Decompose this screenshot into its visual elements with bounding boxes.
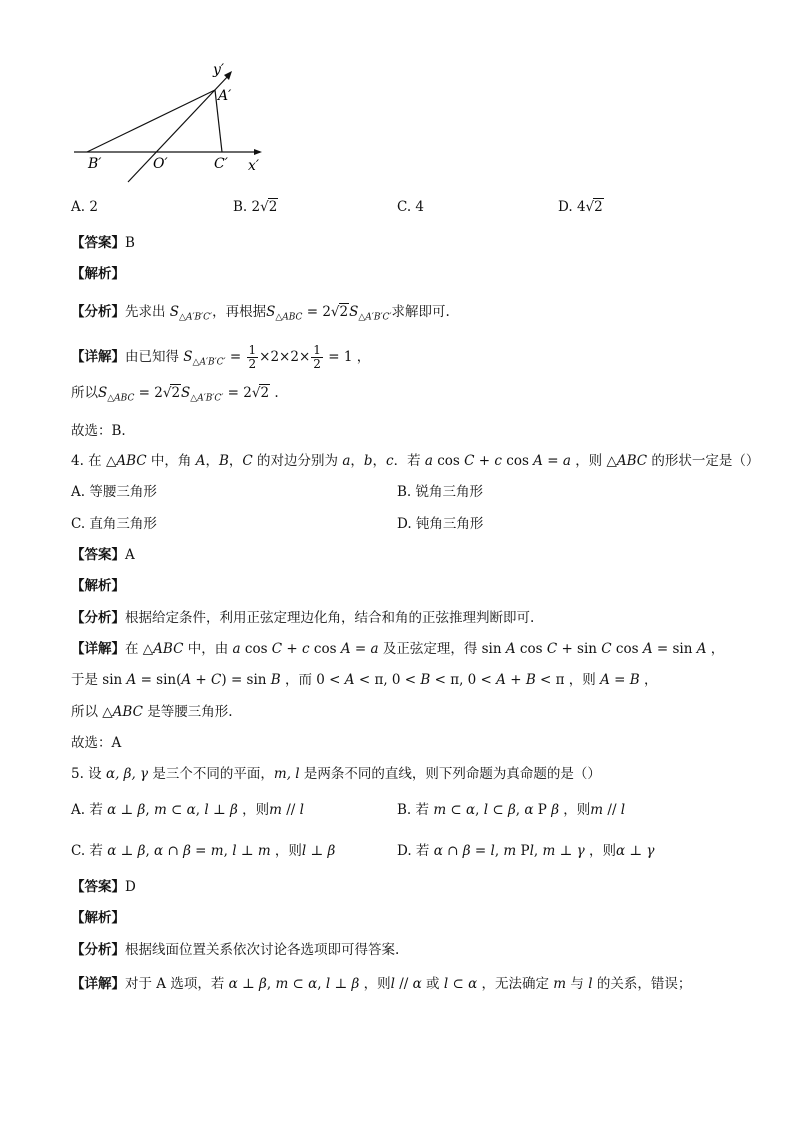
q3-option-c: C. 4 [397,199,425,215]
q3-fenxi: 【分析】先求出 $S_{\triangle A'B'C'}$，再根据$S_{\triangle ABC} = 2√2S_{\triangle A'B'C'}$求解即可. [71,304,450,323]
q4-fenxi: 【分析】根据给定条件，利用正弦定理边化角，结合和角的正弦推理判断即可. [71,610,535,626]
q4-option-a: A. 等腰三角形 [71,484,157,500]
label-o: O′ [153,156,168,172]
q3-option-b: B. 2√2 [233,199,278,215]
segment-ba [87,90,215,152]
q4-xiangjie: 【详解】在 △ABC 中，由 a cos C + c cos A = a 及正弦定理，得 sin A cos C + sin C cos A = sin A ， [71,641,725,657]
q5-answer: 【答案】D [71,879,136,895]
q5-analysis-heading: 【解析】 [71,910,125,926]
q3-analysis-heading: 【解析】 [71,266,125,282]
q3-result: 所以$S_{\triangle ABC} = 2√2S_{\triangle A'B'C'} = 2√2$ . [71,385,279,404]
q4-answer: 【答案】A [71,547,135,563]
q4-option-d: D. 钝角三角形 [397,516,484,532]
q5-fenxi: 【分析】根据线面位置关系依次讨论各选项即可得答案. [71,942,400,958]
q4-option-b: B. 锐角三角形 [397,484,484,500]
q4-step3: 所以 △ABC 是等腰三角形. [71,704,233,720]
q5-option-d: D. 若 α ∩ β = l, m Pl, m ⊥ γ ，则α ⊥ γ [397,843,655,859]
q3-xiangjie: 【详解】由已知得 $S_{\triangle A'B'C'}$ = $\frac{1}{2}$ ×2×2× $\frac{1}{2}$ = 1 ， [71,343,371,371]
label-a: A′ [218,88,232,104]
q5-xiangjie: 【详解】对于 A 选项，若 α ⊥ β, m ⊂ α, l ⊥ β ，则l // α 或 l ⊂ α ，无法确定 m 与 l 的关系，错误； [71,976,692,992]
q5-option-b: B. 若 m ⊂ α, l ⊂ β, α P β ，则m // l [397,802,626,818]
q4-analysis-heading: 【解析】 [71,578,125,594]
q5-stem: 5. 设 α, β, γ 是三个不同的平面，m, l 是两条不同的直线，则下列命题为真命题的是（） [71,766,601,782]
q3-option-a: A. 2 [71,199,98,215]
q4-step2: 于是 sin A = sin(A + C) = sin B ，而 0 < A < π, 0 < B < π, 0 < A + B < π ，则 A = B ， [71,672,658,688]
q4-option-c: C. 直角三角形 [71,516,157,532]
q3-option-d: D. 4√2 [558,199,603,215]
q4-stem: 4. 在 △ABC 中，角 A，B，C 的对边分别为 a，b，c．若 a cos C + c cos A = a ，则 △ABC 的形状一定是（） [71,453,760,469]
q4-choose: 故选：A [71,735,122,751]
x-axis-arrow [254,149,262,155]
q3-answer: 【答案】B [71,235,135,251]
label-c: C′ [214,156,228,172]
oblique-axis-figure [70,60,270,185]
label-x: x′ [248,158,260,174]
q5-option-a: A. 若 α ⊥ β, m ⊂ α, l ⊥ β ，则m // l [71,802,304,818]
q5-option-c: C. 若 α ⊥ β, α ∩ β = m, l ⊥ m ，则l ⊥ β [71,843,336,859]
q3-choose: 故选：B. [71,423,126,439]
label-b: B′ [88,156,102,172]
label-y: y′ [213,62,225,78]
